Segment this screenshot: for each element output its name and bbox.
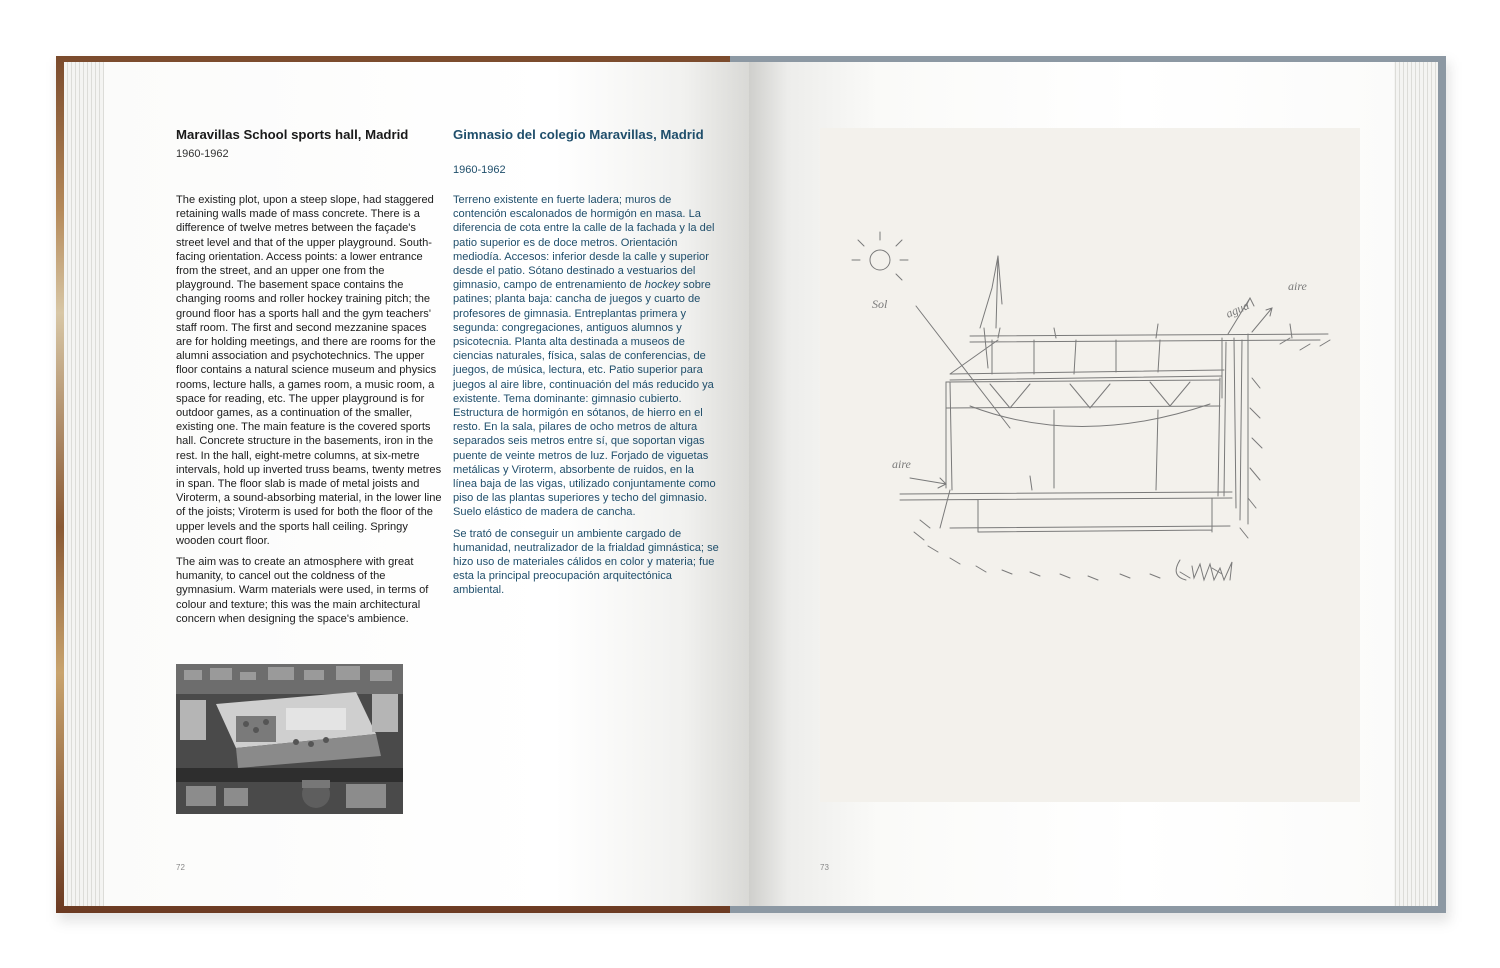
english-title: Maravillas School sports hall, Madrid [176, 127, 409, 142]
spanish-body [453, 193, 719, 605]
italic-hockey: hockey [644, 279, 680, 292]
page-number-right: 73 [820, 863, 829, 872]
sketch-label-aire-left: aire [892, 457, 911, 471]
sketch-label-aire-top: aire [1288, 279, 1307, 293]
sketch-label-sol: Sol [872, 297, 888, 311]
english-body [176, 193, 442, 633]
pencil-sketch [820, 128, 1360, 802]
sun-icon [870, 250, 890, 270]
aerial-photo [176, 664, 403, 814]
english-years: 1960-1962 [176, 148, 229, 160]
page-number-left: 72 [176, 863, 185, 872]
english-paragraph-1: The existing plot, upon a steep slope, had staggered retaining walls made of mass concrete. There is a difference of twelve metres between the façade's street level and that of the upper playground. South-facing orientation. Access points: a lower entrance from the street, and an upper one from the playground. The basement space contains the changing rooms and roller hockey training pitch; the ground floor has a sports hall and the gym teachers' staff room. The first and second mezzanine spaces are for holding meetings, and there are rooms for the alumni association and psychotechnics. The upper floor contains a natural science museum and physics rooms, lecture halls, a games room, a music room, a space for reading, etc. The upper playground is for outdoor games, as a continuation of the smaller, existing one. The main feature is the covered sports hall. Concrete structure in the basements, iron in the rest. In the hall, eight-metre columns, at six-metre intervals, hold up inverted truss beams, twenty metres in span. The floor slab is made of metal joists and Viroterm, a sound-absorbing material, in the lower line of the joists; Viroterm is used for both the floor of the upper levels and the sports hall ceiling. Springy wooden court floor. [176, 194, 442, 547]
spanish-title: Gimnasio del colegio Maravillas, Madrid [453, 127, 704, 142]
english-paragraph-2: The aim was to create an atmosphere with great humanity, to cancel out the coldness of the gymnasium. Warm materials were used, in terms of colour and texture; this was the main architectural concern when designing the space's ambience. [176, 556, 429, 625]
spanish-paragraph-2: Se trató de conseguir un ambiente cargado de humanidad, neutralizador de la frialdad gimnástica; se hizo uso de materiales cálidos en color y materia; fue esta la principal preocupación arquitectónica ambiental. [453, 527, 719, 597]
spanish-years: 1960-1962 [453, 164, 506, 176]
aerial-photo-image [176, 664, 403, 814]
spanish-paragraph-1: Terreno existente en fuerte ladera; muros de contención escalonados de hormigón en masa. La diferencia de cota entre la calle de la fachada y la del patio superior es de doce metros. Orientación mediodía. Accesos: inferior desde la calle y superior desde el patio. Sótano destinado a vestuarios del gimnasio, campo de entrenamiento de hockey sobre patines; planta baja: cancha de juegos y cuarto de profesores de gimnasia. Entreplantas primera y segunda: congregaciones, antiguos alumnos y psicotecnia. Planta alta destinada a museos de ciencias naturales, física, salas de conferencias, de juegos, de música, lectura, etc. Patio superior para juegos al aire libre, continuación del más reducido ya existente. Tema dominante: gimnasio cubierto. Estructura de hormigón en sótanos, de hierro en el resto. En la sala, pilares de ocho metros de altura separados seis metros entre sí, que soportan vigas puente de veinte metros de luz. Forjado de viguetas metálicas y Viroterm, absorbente de ruidos, en la línea baja de las vigas, utilizado conjuntamente como piso de las plantas superiores y techo del gimnasio. Suelo elástico de madera de cancha. [453, 194, 716, 519]
page-edges-right [1392, 62, 1438, 906]
sketch-plate [820, 128, 1360, 802]
sketch-label-agua: agua [1223, 298, 1252, 321]
